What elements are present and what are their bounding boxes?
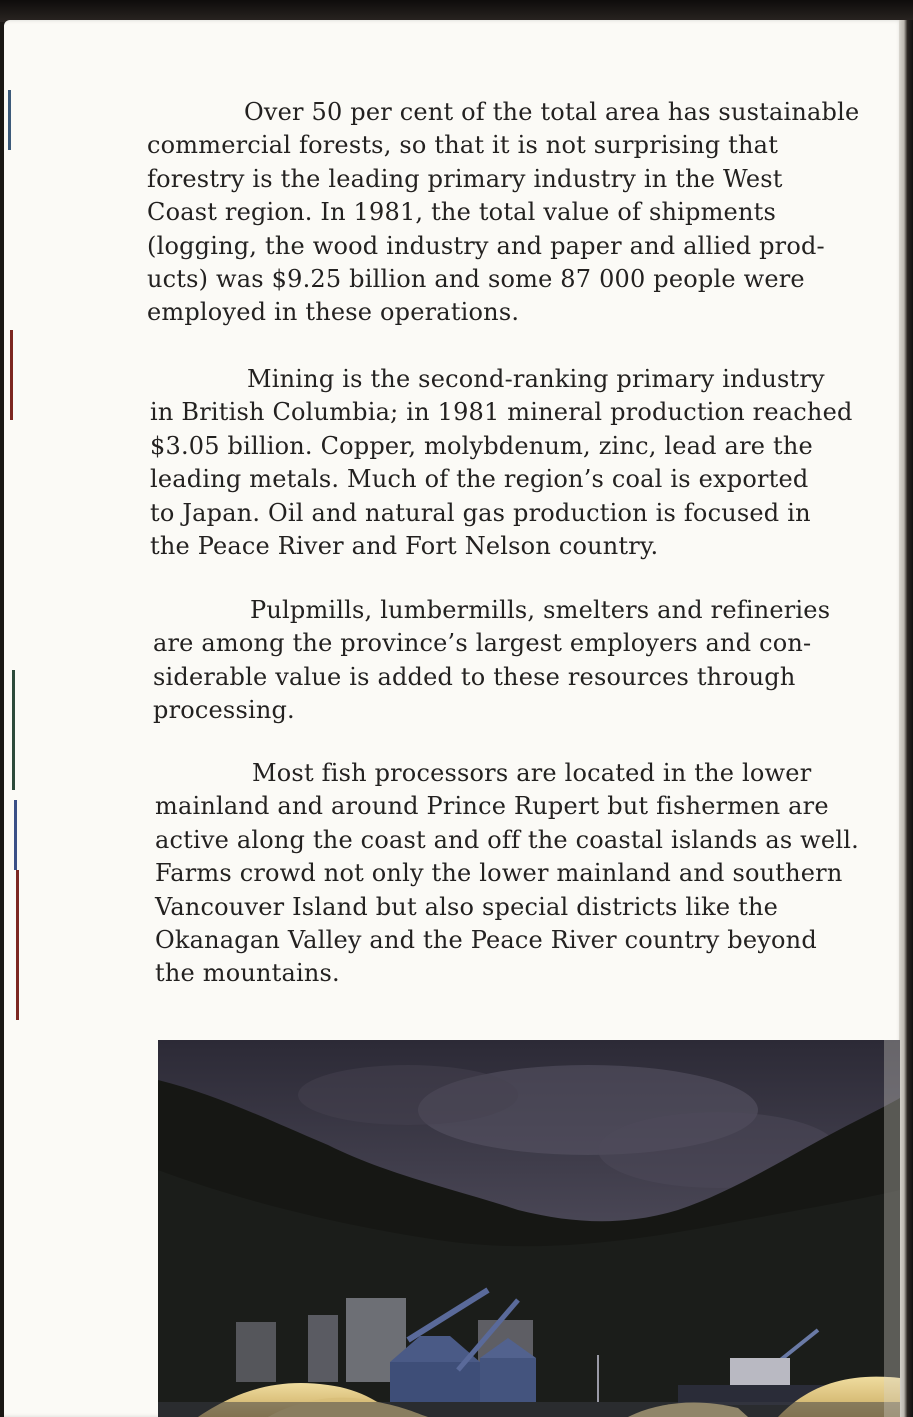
text-line: mainland and around Prince Rupert but fishermen are [155,792,829,821]
margin-mark [12,670,15,790]
paragraph-mining [150,363,853,563]
text-line: Farms crowd not only the lower mainland and southern [155,859,843,888]
text-line: Okanagan Valley and the Peace River country beyond [155,926,817,955]
warehouse [480,1358,536,1402]
top-background-strip [0,0,913,22]
text-line: (logging, the wood industry and paper and allied prod- [147,231,825,260]
paragraph-processing [153,594,830,728]
margin-mark [10,330,13,420]
harbour-photograph [158,1040,900,1417]
text-line: employed in these operations. [147,298,520,327]
text-line: in British Columbia; in 1981 mineral production reached [150,398,853,427]
margin-mark [16,870,19,1020]
text-line: Mining is the second-ranking primary industry [247,365,825,393]
warehouse [390,1362,480,1402]
cloud [298,1065,518,1125]
text-line: forestry is the leading primary industry in the West [147,164,783,193]
text-line: Most fish processors are located in the lower [252,759,812,787]
text-line: Over 50 per cent of the total area has sustainable [244,98,860,126]
margin-mark [14,800,17,870]
page-gutter-edge [899,20,913,1417]
harbour-scene-illustration [158,1040,900,1417]
text-line: siderable value is added to these resources through [153,662,796,691]
text-line: $3.05 billion. Copper, molybdenum, zinc, lead are the [150,431,813,460]
highrise-building [308,1315,338,1382]
text-line: to Japan. Oil and natural gas production is focused in [150,498,811,527]
waterfront [158,1402,900,1417]
paragraph-fishing-farming [155,757,859,991]
text-line: active along the coast and off the coastal islands as well. [155,825,859,854]
text-line: processing. [153,696,295,725]
text-line: commercial forests, so that it is not surprising that [147,131,779,160]
paragraph-forestry [147,96,859,330]
text-line: Pulpmills, lumbermills, smelters and refineries [250,596,831,624]
left-margin-marks [4,80,24,1040]
text-line: the Peace River and Fort Nelson country. [150,532,659,561]
photo-edge [884,1040,900,1417]
text-line: Vancouver Island but also special districts like the [155,892,779,921]
margin-mark [8,90,11,150]
text-line: leading metals. Much of the region’s coal is exported [150,465,809,494]
text-line: are among the province’s largest employers and con- [153,629,812,658]
text-line: the mountains. [155,959,340,988]
text-line: ucts) was $9.25 billion and some 87 000 people were [147,265,805,294]
text-line: Coast region. In 1981, the total value of shipments [147,198,776,227]
highrise-building [236,1322,276,1382]
